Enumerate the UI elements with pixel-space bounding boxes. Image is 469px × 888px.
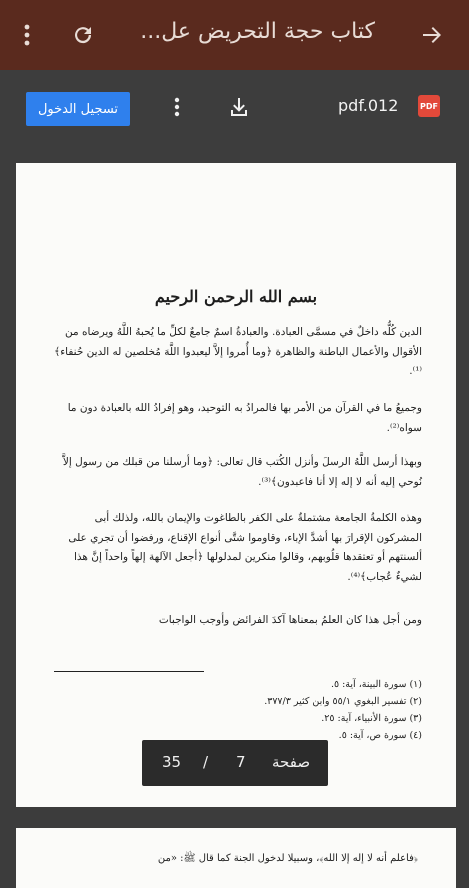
file-name: pdf.012 — [338, 96, 399, 115]
paragraph: وجميعُ ما في القرآن من الأمر بها فالمرادُ به التوحيد، وهو إفرادُ الله بالعبادة دون ما سواه⁽²⁾. — [67, 402, 422, 434]
arrow-right-icon[interactable] — [415, 18, 449, 52]
page-separator: / — [203, 753, 209, 771]
login-button[interactable]: تسجيل الدخول — [26, 92, 130, 126]
footnote: (١) سورة البينة، آية: ٥. — [330, 679, 422, 690]
app-bar — [0, 0, 469, 70]
page-title: كتاب حجة التحريض عل... — [140, 19, 375, 44]
refresh-icon[interactable] — [66, 18, 100, 52]
pdf-file-icon: PDF — [418, 95, 440, 117]
page-total: 35 — [162, 753, 182, 771]
pdf-page-next — [16, 828, 456, 888]
more-vert-icon[interactable] — [10, 18, 44, 52]
pdf-viewer[interactable] — [0, 70, 469, 864]
paragraph: وبهذا أرسل اللَّهُ الرسلَ وأنزل الكُتب قال تعالى: ﴿وما أرسلنا من قبلك من رسول إلاَّ نُوحي إليه أنه لا إله إلا أنا فاعبدون﴾⁽³⁾. — [62, 456, 422, 488]
footnotes-list — [54, 676, 422, 744]
paragraph: ومن أجل هذا كان العلمُ بمعناها آكدَ الفرائض وأوجب الواجبات — [158, 614, 422, 626]
paragraph: وهذه الكلمةُ الجامعة مشتملةٌ على الكفر بالطاغوت والإيمان بالله، ولذلك أبى المشركون الإقرارَ بها أشدَّ الإباء، وقاوموا شتَّى أنواع الإقناع، ورفضوا أن تجري على ألسنتهم أو تعتقدها قلُوبهم، وقالوا منكرين لمدلولها ﴿أجعل الآلهة إلهاً واحداً إنَّ هذا لشيءٌ عُجاب﴾⁽⁴⁾. — [68, 512, 422, 583]
viewer-toolbar — [0, 70, 469, 150]
page-current: 7 — [236, 753, 246, 771]
download-icon[interactable] — [224, 92, 254, 122]
page-label: صفحة — [272, 753, 311, 771]
more-vert-icon[interactable] — [162, 92, 192, 122]
pdf-page — [16, 163, 456, 807]
footnote: (٣) سورة الأنبياء، آية: ٢٥. — [321, 713, 422, 724]
page-indicator — [142, 740, 328, 786]
paragraph: ﴿فاعلم أنه لا إله إلا الله﴾، وسبيلا لدخول الجنة كما قال ﷺ: «من — [157, 853, 418, 864]
basmala-heading: بسم الله الرحمن الرحيم — [154, 287, 318, 306]
footnote: (٤) سورة ص، آية: ٥. — [338, 730, 422, 741]
footnote-divider — [54, 671, 204, 672]
paragraph: الدين كُلُّه داخلٌ في مسمَّى العبادة. والعبادةُ اسمٌ جامعٌ لكلِّ ما يُحبهُ اللَّهُ ويرضاه من الأقوال والأعمال الباطنة والظاهرة ﴿وما أُمروا إلاَّ ليعبدوا اللَّهَ مُخلصين له الدين حُنفاء﴾⁽¹⁾. — [54, 326, 422, 377]
footnote: (٢) تفسير البغوي ٥٥/١ وابن كثير ٣٧٧/٣. — [264, 696, 422, 707]
